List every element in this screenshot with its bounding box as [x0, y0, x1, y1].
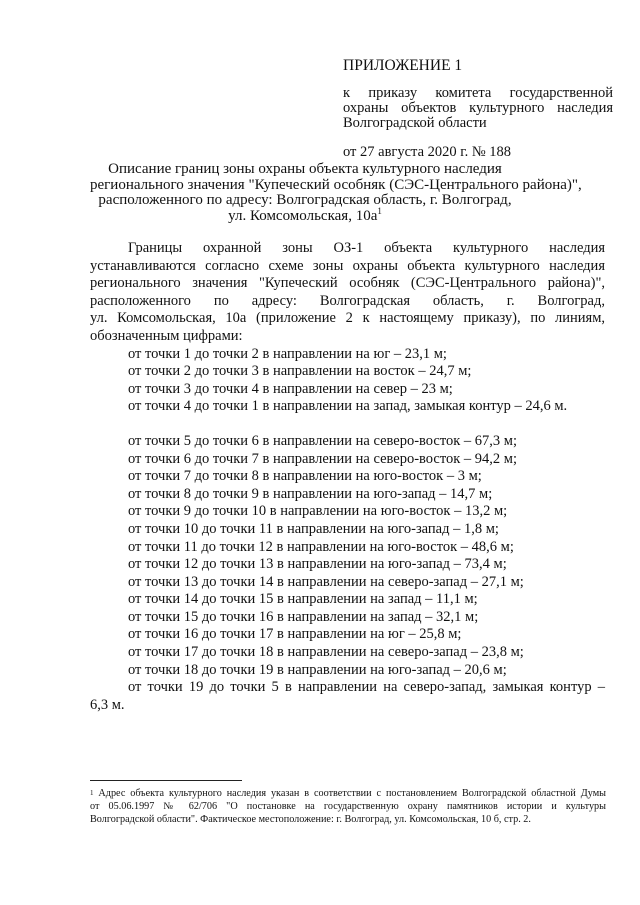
title-line: [90, 205, 520, 225]
footnote: [90, 787, 606, 826]
segment-line: от точки 5 до точки 6 в направлении на северо-восток – 67,3 м;: [128, 432, 517, 449]
segment-line: от точки 7 до точки 8 в направлении на юго-восток – 3 м;: [128, 468, 482, 485]
footnote-line: от 05.06.1997 № 62/706 "О постановке на государственную охрану памятников истории и культуры: [90, 801, 606, 812]
title-line: Описание границ зоны охраны объекта культурного наследия: [108, 161, 502, 177]
segment-line: от точки 9 до точки 10 в направлении на юго-восток – 13,2 м;: [128, 503, 508, 520]
segment-line: от точки 11 до точки 12 в направлении на юго-восток – 48,6 м;: [128, 538, 514, 555]
document-body: [90, 240, 605, 714]
segment-line: от точки 13 до точки 14 в направлении на северо-запад – 27,1 м;: [128, 573, 524, 590]
paragraph-gap: [90, 416, 605, 433]
segment-line: от точки 4 до точки 1 в направлении на запад, замыкая контур – 24,6 м.: [128, 398, 568, 415]
intro-line: Границы охранной зоны ОЗ-1 объекта культурного наследия: [128, 240, 605, 256]
footnote-reference: 1: [377, 205, 382, 216]
segment-line: от точки 2 до точки 3 в направлении на восток – 24,7 м;: [128, 363, 472, 380]
title-line: регионального значения "Купеческий особняк (СЭС-Центрального района)",: [90, 176, 582, 193]
segment-line: от точки 16 до точки 17 в направлении на юг – 25,8 м;: [128, 626, 462, 643]
segment-line: от точки 17 до точки 18 в направлении на северо-запад – 23,8 м;: [128, 644, 524, 661]
intro-line: регионального значения "Купеческий особняк (СЭС-Центрального района)",: [90, 275, 605, 292]
segment-line: от точки 6 до точки 7 в направлении на северо-восток – 94,2 м;: [128, 450, 517, 467]
footnote-separator: [90, 780, 242, 781]
segment-line-continuation: 6,3 м.: [90, 696, 125, 713]
segment-line: от точки 10 до точки 11 в направлении на юго-запад – 1,8 м;: [128, 520, 499, 537]
segment-line: от точки 14 до точки 15 в направлении на запад – 11,1 м;: [128, 591, 478, 608]
annex-date: от 27 августа 2020 г. № 188: [343, 144, 512, 160]
segment-line: от точки 3 до точки 4 в направлении на север – 23 м;: [128, 380, 453, 397]
intro-line: ул. Комсомольская, 10а (приложение 2 к настоящему приказу), по линиям,: [90, 310, 605, 327]
segment-line: от точки 8 до точки 9 в направлении на юго-запад – 14,7 м;: [128, 485, 493, 502]
segment-line: от точки 1 до точки 2 в направлении на юг – 23,1 м;: [128, 345, 447, 362]
intro-line: расположенного по адресу: Волгоградская область, г. Волгоград,: [90, 292, 605, 309]
document-title: [90, 161, 582, 224]
intro-line: обозначенным цифрами:: [90, 327, 243, 344]
footnote-text: Адрес объекта культурного наследия указан в соответствии с постановлением Волгоградской областной Думы: [93, 788, 606, 799]
annex-line: к приказу комитета государственной: [343, 85, 613, 101]
footnote-line: [90, 787, 606, 800]
segment-line: от точки 12 до точки 13 в направлении на юго-запад – 73,4 м;: [128, 556, 507, 573]
segment-line: от точки 15 до точки 16 в направлении на запад – 32,1 м;: [128, 608, 479, 625]
annex-line: Волгоградской области: [343, 115, 487, 131]
segment-line: от точки 19 до точки 5 в направлении на северо-запад, замыкая контур –: [128, 679, 605, 696]
footnote-mark: 1: [90, 789, 94, 797]
segment-line: от точки 18 до точки 19 в направлении на юго-запад – 20,6 м;: [128, 661, 507, 678]
annex-line: охраны объектов культурного наследия: [343, 100, 613, 116]
title-address: ул. Комсомольская, 10а: [228, 207, 378, 224]
intro-line: устанавливаются согласно схеме зоны охраны объекта культурного наследия: [90, 257, 605, 274]
annex-title: ПРИЛОЖЕНИЕ 1: [343, 57, 463, 74]
title-line: расположенного по адресу: Волгоградская область, г. Волгоград,: [98, 192, 512, 208]
annex-header: [343, 58, 613, 160]
footnote-line: Волгоградской области". Фактическое местоположение: г. Волгоград, ул. Комсомольская, 10 б, стр. 2.: [90, 814, 531, 825]
